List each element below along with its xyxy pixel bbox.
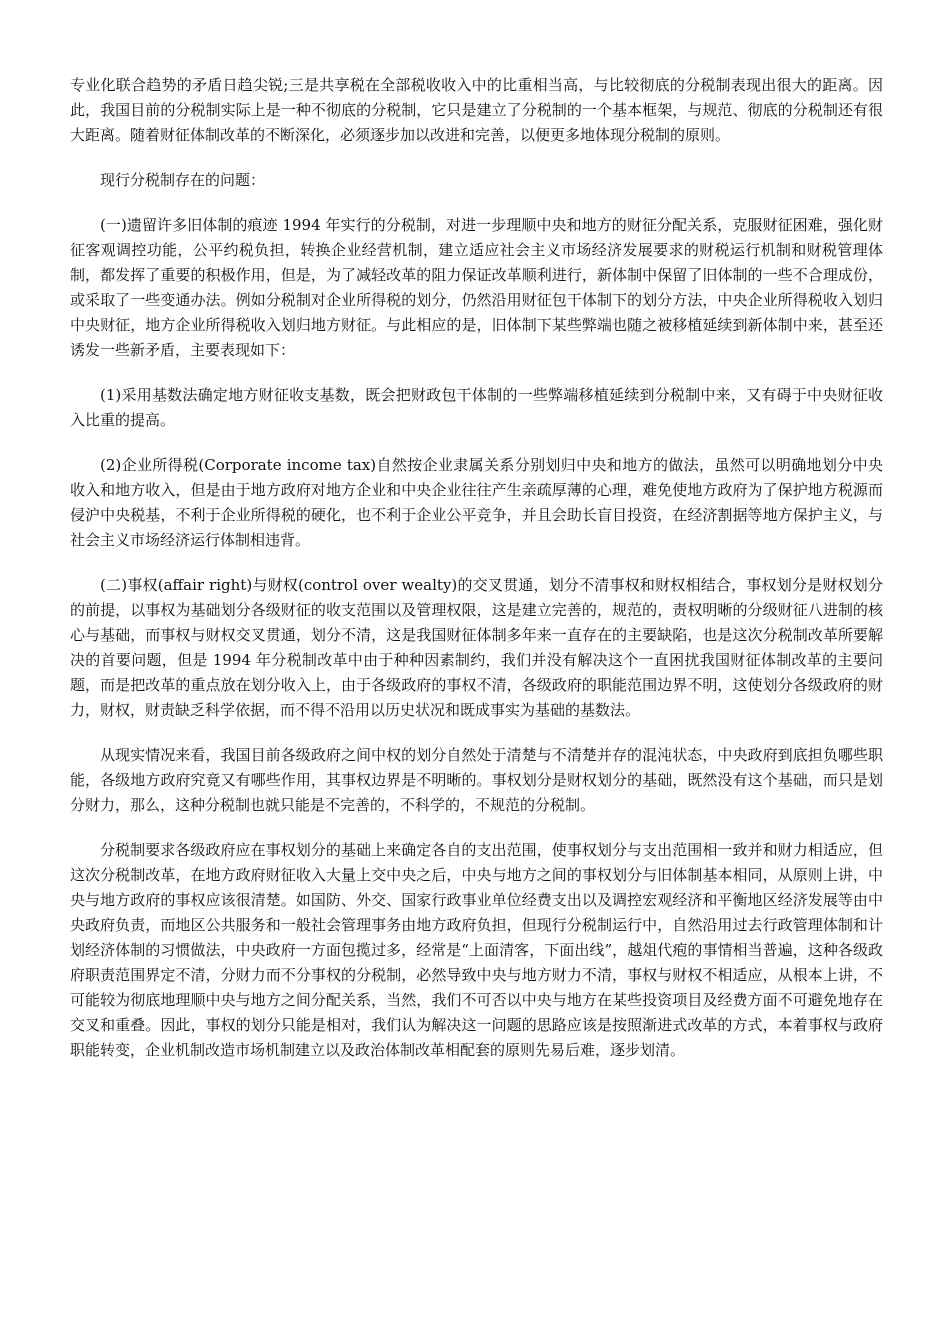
paragraph-continuation: 专业化联合趋势的矛盾日趋尖锐;三是共享税在全部税收收入中的比重相当高，与比较彻底的分税制表现出很大的距离。因此，我国目前的分税制实际上是一种不彻底的分税制，它只是建立了分税制的一个基本框架，与规范、彻底的分税制还有很大距离。随着财征体制改革的不断深化，必须逐步加以改进和完善，以便更多地体现分税制的原则。 [70, 76, 883, 144]
paragraph-point-1: (1)采用基数法确定地方财征收支基数，既会把财政包干体制的一些弊端移植延续到分税制中来，又有碍于中央财征收入比重的提高。 [70, 386, 883, 429]
paragraph-requirements: 分税制要求各级政府应在事权划分的基础上来确定各自的支出范围，使事权划分与支出范围相一致并和财力相适应，但这次分税制改革，在地方政府财征收入大量上交中央之后，中央与地方之间的事权划分与旧体制基本相同，从原则上讲，中央与地方政府的事权应该很清楚。如国防、外交、国家行政事业单位经费支出以及调控宏观经济和平衡地区经济发展等由中央政府负责，而地区公共服务和一般社会管理事务由地方政府负担，但现行分税制运行中，自然沿用过去行政管理体制和计划经济体制的习惯做法，中央政府一方面包揽过多，经常是“上面清客，下面出线”，越俎代疱的事情相当普遍，这种各级政府职责范围界定不清，分财力而不分事权的分税制，必然导致中央与地方财力不清，事权与财权不相适应，从根本上讲，不可能较为彻底地理顺中央与地方之间分配关系，当然，我们不可否以中央与地方在某些投资项目及经费方面不可避免地存在交叉和重叠。因此，事权的划分只能是相对，我们认为解决这一问题的思路应该是按照渐进式改革的方式，本着事权与政府职能转变，企业机制改造市场机制建立以及政治体制改革相配套的原则先易后难，逐步划清。 [70, 841, 883, 1059]
section-heading: 现行分税制存在的问题： [100, 171, 266, 189]
document-body [70, 73, 883, 1083]
paragraph-reality: 从现实情况来看，我国目前各级政府之间中权的划分自然处于清楚与不清楚并存的混沌状态，中央政府到底担负哪些职能，各级地方政府究竟又有哪些作用，其事权边界是不明晰的。事权划分是财权划分的基础，既然没有这个基础，而只是划分财力，那么，这种分税制也就只能是不完善的，不科学的，不规范的分税制。 [70, 746, 883, 814]
paragraph-point-2: (2)企业所得税(Corporate income tax)自然按企业隶属关系分别划归中央和地方的做法，虽然可以明确地划分中央收入和地方收入，但是由于地方政府对地方企业和中央企业往往产生亲疏厚薄的心理，难免使地方政府为了保护地方税源而侵沪中央税基，不利于企业所得税的硬化，也不利于企业公平竞争，并且会助长盲目投资，在经济割据等地方保护主义，与社会主义市场经济运行体制相违背。 [70, 456, 883, 549]
paragraph-legacy-system: (一)遗留许多旧体制的痕迹 1994 年实行的分税制，对进一步理顺中央和地方的财征分配关系，克服财征困难，强化财征客观调控功能，公平约税负担，转换企业经营机制，建立适应社会主义市场经济发展要求的财税运行机制和财税管理体制，都发挥了重要的积极作用，但是，为了减轻改革的阻力保证改革顺利进行，新体制中保留了旧体制的一些不合理成份，或采取了一些变通办法。例如分税制对企业所得税的划分，仍然沿用财征包干体制下的划分方法，中央企业所得税收入划归中央财征，地方企业所得税收入划归地方财征。与此相应的是，旧体制下某些弊端也随之被移植延续到新体制中来，甚至还诱发一些新矛盾，主要表现如下： [70, 216, 883, 359]
paragraph-affair-right: (二)事权(affair right)与财权(control over wealty)的交叉贯通，划分不清事权和财权相结合，事权划分是财权划分的前提，以事权为基础划分各级财征的收支范围以及管理权限，这是建立完善的，规范的，责权明晰的分级财征八进制的核心与基础，而事权与财权交叉贯通，划分不清，这是我国财征体制多年来一直存在的主要缺陷，也是这次分税制改革所要解决的首要问题，但是 1994 年分税制改革中由于种种因素制约，我们并没有解决这个一直困扰我国财征体制改革的主要问题，而是把改革的重点放在划分收入上，由于各级政府的事权不清，各级政府的职能范围边界不明，这使划分各级政府的财力，财权，财责缺乏科学依据，而不得不沿用以历史状况和既成事实为基础的基数法。 [70, 576, 883, 719]
